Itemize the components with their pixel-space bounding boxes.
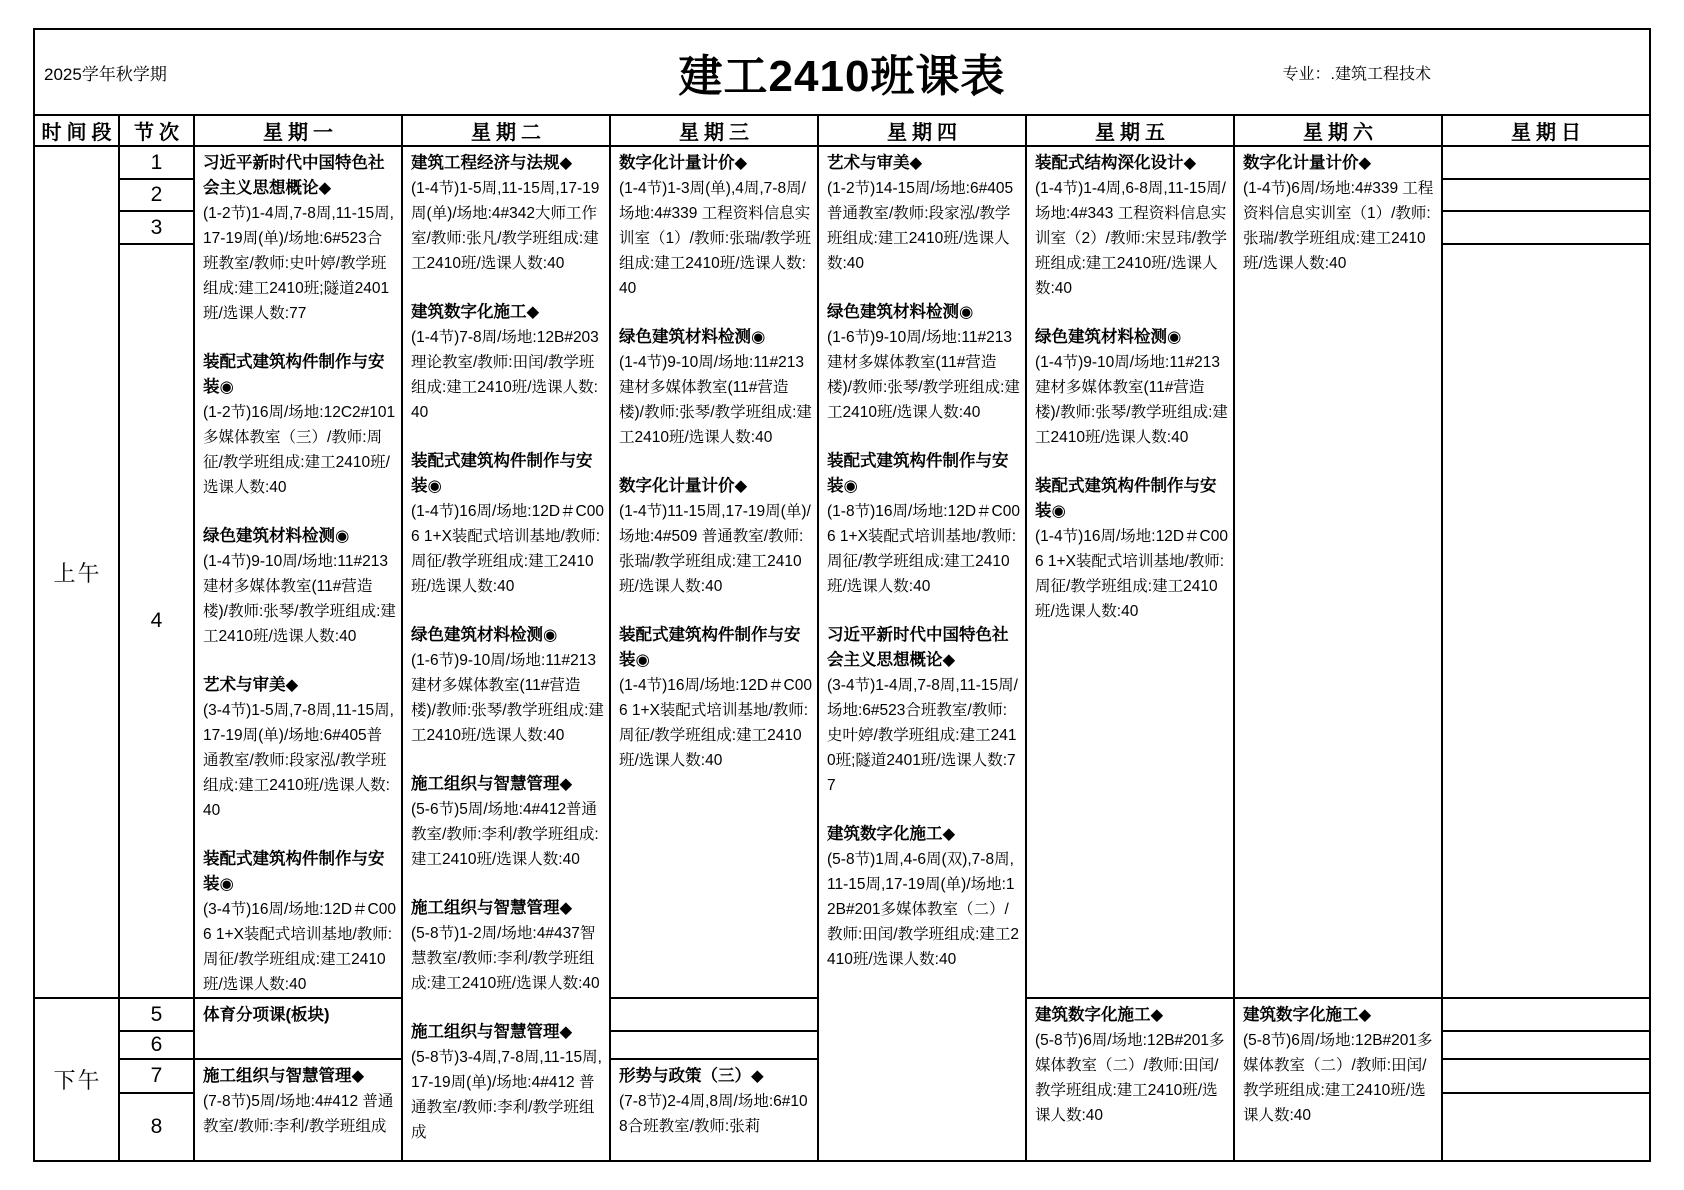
- course-details: (1-4节)6周/场地:4#339 工程资料信息实训室（1）/教师:张瑞/教学班组成:建工2410班/选课人数:40: [1243, 180, 1434, 272]
- course-details: (1-4节)9-10周/场地:11#213建材多媒体教室(11#营造楼)/教师:张琴/教学班组成:建工2410班/选课人数:40: [1035, 354, 1228, 446]
- course-title: 建筑工程经济与法规◆: [411, 154, 573, 172]
- course-title: 装配式建筑构件制作与安装◉: [203, 850, 385, 893]
- afternoon-label: 下午: [34, 998, 119, 1161]
- course-details: (1-4节)1-4周,6-8周,11-15周/场地:4#343 工程资料信息实训室（2）/教师:宋昱玮/教学班组成:建工2410班/选课人数:40: [1035, 180, 1228, 297]
- course-entry: [203, 1003, 396, 1028]
- course-details: (3-4节)1-5周,7-8周,11-15周,17-19周(单)/场地:6#405普通教室/教师:段家泓/教学班组成:建工2410班/选课人数:40: [203, 702, 394, 819]
- course-title: 建筑数字化施工◆: [1035, 1006, 1164, 1024]
- course-details: (1-2节)1-4周,7-8周,11-15周,17-19周(单)/场地:6#523合班教室/教师:史叶婷/教学班组成:建工2410班;隧道2401班/选课人数:77: [203, 205, 394, 322]
- course-title: 装配式建筑构件制作与安装◉: [1035, 477, 1217, 520]
- course-entry: [411, 449, 604, 599]
- course-title: 装配式建筑构件制作与安装◉: [411, 452, 593, 495]
- course-details: (1-4节)1-5周,11-15周,17-19周(单)/场地:4#342大师工作室/教师:张凡/教学班组成:建工2410班/选课人数:40: [411, 180, 600, 272]
- morning-label: 上午: [34, 146, 119, 998]
- course-entry: [203, 673, 396, 823]
- course-details: (1-8节)16周/场地:12D＃C006 1+X装配式培训基地/教师:周征/教学班组成:建工2410班/选课人数:40: [827, 503, 1020, 595]
- course-title: 艺术与审美◆: [827, 154, 923, 172]
- course-entry: [1035, 325, 1228, 450]
- course-entry: [827, 151, 1020, 276]
- period-2: 2: [119, 179, 194, 211]
- course-title: 形势与政策（三）◆: [619, 1067, 764, 1085]
- course-title: 施工组织与智慧管理◆: [411, 775, 573, 793]
- course-title: 数字化计量计价◆: [619, 477, 748, 495]
- course-entry: [619, 151, 812, 301]
- cell-tuesday-allday: [402, 146, 610, 1161]
- day-header-monday: 星期一: [194, 115, 402, 146]
- course-details: (1-4节)1-3周(单),4周,7-8周/场地:4#339 工程资料信息实训室（1）/教师:张瑞/教学班组成:建工2410班/选课人数:40: [619, 180, 812, 297]
- course-entry: [203, 151, 396, 326]
- course-title: 绿色建筑材料检测◉: [619, 328, 766, 346]
- course-entry: [827, 449, 1020, 599]
- cell-friday-morning: [1026, 146, 1234, 998]
- cell-sunday-period5: [1442, 998, 1650, 1031]
- cell-wednesday-period5: [610, 998, 818, 1031]
- day-header-wednesday: 星期三: [610, 115, 818, 146]
- course-title: 绿色建筑材料检测◉: [411, 626, 558, 644]
- course-entry: [619, 623, 812, 773]
- course-title: 绿色建筑材料检测◉: [1035, 328, 1182, 346]
- cell-sunday-period1: [1442, 146, 1650, 179]
- cell-wednesday-period78: [610, 1059, 818, 1161]
- course-details: (5-8节)6周/场地:12B#201多媒体教室（二）/教师:田闰/教学班组成:建工2410班/选课人数:40: [1243, 1032, 1433, 1124]
- cell-sunday-period7: [1442, 1059, 1650, 1093]
- course-details: (7-8节)5周/场地:4#412 普通教室/教师:李利/教学班组成: [203, 1093, 394, 1135]
- course-details: (1-2节)16周/场地:12C2#101多媒体教室（三）/教师:周征/教学班组成:建工2410班/选课人数:40: [203, 404, 396, 496]
- course-title: 绿色建筑材料检测◉: [827, 303, 974, 321]
- course-entry: [827, 300, 1020, 425]
- day-header-friday: 星期五: [1026, 115, 1234, 146]
- course-details: (5-8节)6周/场地:12B#201多媒体教室（二）/教师:田闰/教学班组成:建工2410班/选课人数:40: [1035, 1032, 1225, 1124]
- semester-label: 2025学年秋学期: [44, 64, 167, 84]
- course-title: 数字化计量计价◆: [619, 154, 748, 172]
- period-7: 7: [119, 1059, 194, 1093]
- course-entry: [827, 623, 1020, 798]
- page-title: 建工2410班课表: [678, 52, 1006, 101]
- cell-saturday-morning: [1234, 146, 1442, 998]
- cell-wednesday-period6: [610, 1031, 818, 1059]
- course-entry: [411, 300, 604, 425]
- course-entry: [1035, 474, 1228, 624]
- timetable-sheet: [33, 28, 1651, 1162]
- course-entry: [619, 325, 812, 450]
- course-title: 建筑数字化施工◆: [827, 825, 956, 843]
- course-details: (5-6节)5周/场地:4#412普通教室/教师:李利/教学班组成:建工2410班/选课人数:40: [411, 801, 599, 868]
- course-title: 建筑数字化施工◆: [411, 303, 540, 321]
- course-details: (5-8节)1周,4-6周(双),7-8周,11-15周,17-19周(单)/场地:12B#201多媒体教室（二）/教师:田闰/教学班组成:建工2410班/选课人数:40: [827, 851, 1020, 968]
- period-3: 3: [119, 211, 194, 244]
- day-header-sunday: 星期日: [1442, 115, 1650, 146]
- course-details: (1-4节)9-10周/场地:11#213建材多媒体教室(11#营造楼)/教师:张琴/教学班组成:建工2410班/选课人数:40: [619, 354, 812, 446]
- cell-sunday-period4: [1442, 244, 1650, 998]
- cell-monday-morning: [194, 146, 402, 998]
- course-title: 装配式结构深化设计◆: [1035, 154, 1197, 172]
- cell-wednesday-morning: [610, 146, 818, 998]
- course-title: 绿色建筑材料检测◉: [203, 527, 350, 545]
- course-details: (1-4节)7-8周/场地:12B#203理论教室/教师:田闰/教学班组成:建工2410班/选课人数:40: [411, 329, 599, 421]
- course-details: (5-8节)3-4周,7-8周,11-15周,17-19周(单)/场地:4#412 普通教室/教师:李利/教学班组成: [411, 1049, 602, 1141]
- course-entry: [411, 772, 604, 872]
- course-details: (5-8节)1-2周/场地:4#437智慧教室/教师:李利/教学班组成:建工2410班/选课人数:40: [411, 925, 600, 992]
- course-title: 体育分项课(板块): [203, 1006, 330, 1024]
- course-entry: [619, 1064, 812, 1139]
- course-details: (1-6节)9-10周/场地:11#213建材多媒体教室(11#营造楼)/教师:张琴/教学班组成:建工2410班/选课人数:40: [827, 329, 1020, 421]
- header-time-section: 时间段: [34, 115, 119, 146]
- course-details: (1-2节)14-15周/场地:6#405普通教室/教师:段家泓/教学班组成:建工2410班/选课人数:40: [827, 180, 1014, 272]
- day-header-thursday: 星期四: [818, 115, 1026, 146]
- period-1: 1: [119, 146, 194, 179]
- cell-sunday-period6: [1442, 1031, 1650, 1059]
- course-entry: [1035, 151, 1228, 301]
- course-title: 习近平新时代中国特色社会主义思想概论◆: [203, 154, 385, 197]
- course-title: 数字化计量计价◆: [1243, 154, 1372, 172]
- cell-monday-period56: [194, 998, 402, 1059]
- day-header-saturday: 星期六: [1234, 115, 1442, 146]
- course-entry: [1243, 151, 1436, 276]
- course-title: 施工组织与智慧管理◆: [203, 1067, 365, 1085]
- course-title: 艺术与审美◆: [203, 676, 299, 694]
- major-label: 专业：.建筑工程技术: [1282, 65, 1431, 83]
- course-entry: [411, 896, 604, 996]
- cell-sunday-period8: [1442, 1093, 1650, 1161]
- timetable: [33, 114, 1651, 1162]
- period-8: 8: [119, 1093, 194, 1161]
- course-title: 施工组织与智慧管理◆: [411, 899, 573, 917]
- cell-thursday-allday: [818, 146, 1026, 1161]
- course-entry: [203, 847, 396, 995]
- course-title: 装配式建筑构件制作与安装◉: [619, 626, 801, 669]
- course-entry: [619, 474, 812, 599]
- course-details: (7-8节)2-4周,8周/场地:6#108合班教室/教师:张莉: [619, 1093, 808, 1135]
- course-entry: [203, 350, 396, 500]
- course-entry: [1035, 1003, 1228, 1128]
- cell-monday-period78: [194, 1059, 402, 1161]
- course-title: 装配式建筑构件制作与安装◉: [827, 452, 1009, 495]
- period-6: 6: [119, 1031, 194, 1059]
- course-entry: [203, 1064, 396, 1139]
- course-title: 建筑数字化施工◆: [1243, 1006, 1372, 1024]
- course-details: (1-4节)11-15周,17-19周(单)/场地:4#509 普通教室/教师:张瑞/教学班组成:建工2410班/选课人数:40: [619, 503, 811, 595]
- course-entry: [203, 524, 396, 649]
- course-details: (3-4节)16周/场地:12D＃C006 1+X装配式培训基地/教师:周征/教学班组成:建工2410班/选课人数:40: [203, 901, 396, 993]
- course-entry: [827, 822, 1020, 972]
- course-title: 装配式建筑构件制作与安装◉: [203, 353, 385, 396]
- course-details: (1-4节)9-10周/场地:11#213建材多媒体教室(11#营造楼)/教师:张琴/教学班组成:建工2410班/选课人数:40: [203, 553, 396, 645]
- cell-friday-afternoon: [1026, 998, 1234, 1161]
- course-entry: [1243, 1003, 1436, 1128]
- period-5: 5: [119, 998, 194, 1031]
- course-entry: [411, 151, 604, 276]
- course-details: (1-4节)16周/场地:12D＃C006 1+X装配式培训基地/教师:周征/教学班组成:建工2410班/选课人数:40: [619, 677, 812, 769]
- cell-sunday-period2: [1442, 179, 1650, 211]
- course-details: (1-6节)9-10周/场地:11#213建材多媒体教室(11#营造楼)/教师:张琴/教学班组成:建工2410班/选课人数:40: [411, 652, 604, 744]
- cell-saturday-afternoon: [1234, 998, 1442, 1161]
- title-bar: [33, 28, 1651, 114]
- course-entry: [411, 623, 604, 748]
- course-title: 施工组织与智慧管理◆: [411, 1023, 573, 1041]
- day-header-tuesday: 星期二: [402, 115, 610, 146]
- course-details: (1-4节)16周/场地:12D＃C006 1+X装配式培训基地/教师:周征/教学班组成:建工2410班/选课人数:40: [411, 503, 604, 595]
- header-period: 节次: [119, 115, 194, 146]
- cell-sunday-period3: [1442, 211, 1650, 244]
- course-details: (3-4节)1-4周,7-8周,11-15周/场地:6#523合班教室/教师:史叶婷/教学班组成:建工2410班;隧道2401班/选课人数:77: [827, 677, 1018, 794]
- period-4: 4: [119, 244, 194, 998]
- course-entry: [411, 1020, 604, 1145]
- course-title: 习近平新时代中国特色社会主义思想概论◆: [827, 626, 1009, 669]
- course-details: (1-4节)16周/场地:12D＃C006 1+X装配式培训基地/教师:周征/教学班组成:建工2410班/选课人数:40: [1035, 528, 1228, 620]
